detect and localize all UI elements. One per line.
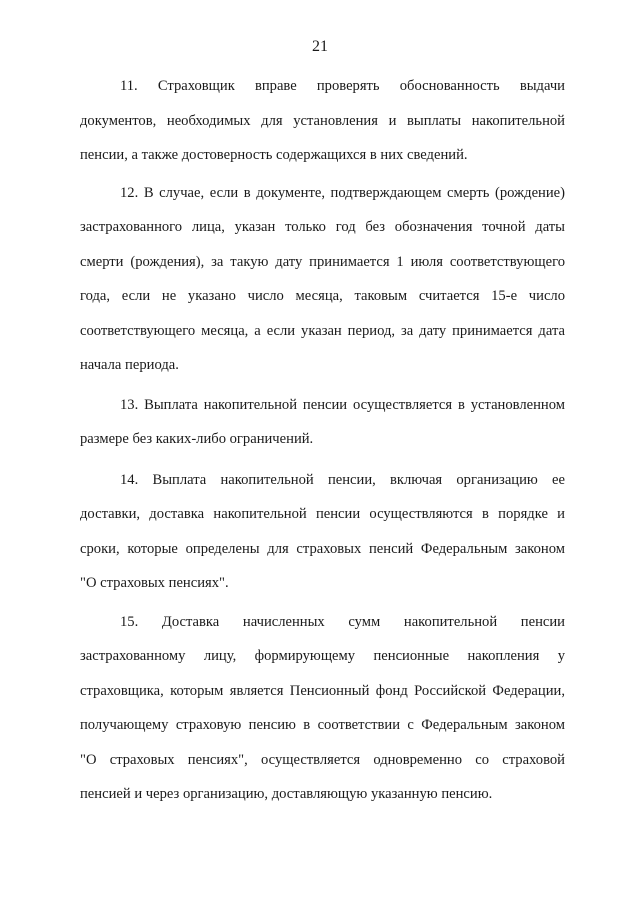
paragraph-line: 13. Выплата накопительной пенсии осуществляется в установленном [120,396,565,413]
paragraph-line: сроки, которые определены для страховых пенсий Федеральным законом [80,540,565,557]
document-body [80,69,565,836]
paragraph-line: 11. Страховщик вправе проверять обоснованность выдачи [120,78,565,94]
paragraph-line: "О страховых пенсиях", осуществляется одновременно со страховой [80,751,565,768]
paragraph-line: доставки, доставка накопительной пенсии осуществляются в порядке и [80,506,565,522]
paragraph-line: пенсии, а также достоверность содержащихся в них сведений. [80,147,468,163]
paragraph-line: смерти (рождения), за такую дату принимается 1 июля соответствующего [80,253,565,270]
page-number: 21 [312,38,328,55]
paragraph-line: получающему страховую пенсию в соответствии с Федеральным законом [80,717,565,733]
paragraph-14 [80,463,565,601]
paragraph-line: пенсией и через организацию, доставляющую указанную пенсию. [80,786,493,802]
paragraph-line: застрахованному лицу, формирующему пенсионные накопления у [80,648,565,664]
paragraph-line: документов, необходимых для установления и выплаты накопительной [80,112,565,129]
paragraph-line: "О страховых пенсиях". [80,575,229,591]
paragraph-line: начала периода. [80,357,179,373]
paragraph-line: 12. В случае, если в документе, подтверждающем смерть (рождение) [120,184,565,201]
paragraph-line: соответствующего месяца, а если указан период, за дату принимается дата [80,322,565,339]
paragraph-13 [80,388,565,457]
paragraph-line: 14. Выплата накопительной пенсии, включая организацию ее [120,471,565,488]
paragraph-line: 15. Доставка начисленных сумм накопительной пенсии [120,613,565,630]
paragraph-line: страховщика, которым является Пенсионный фонд Российской Федерации, [80,682,565,699]
paragraph-line: года, если не указано число месяца, таковым считается 15-е число [80,288,565,304]
paragraph-12 [80,176,565,383]
paragraph-line: застрахованного лица, указан только год без обозначения точной даты [80,219,565,235]
paragraph-line: размере без каких-либо ограничений. [80,431,314,447]
paragraph-11 [80,69,565,173]
paragraph-15 [80,605,565,812]
